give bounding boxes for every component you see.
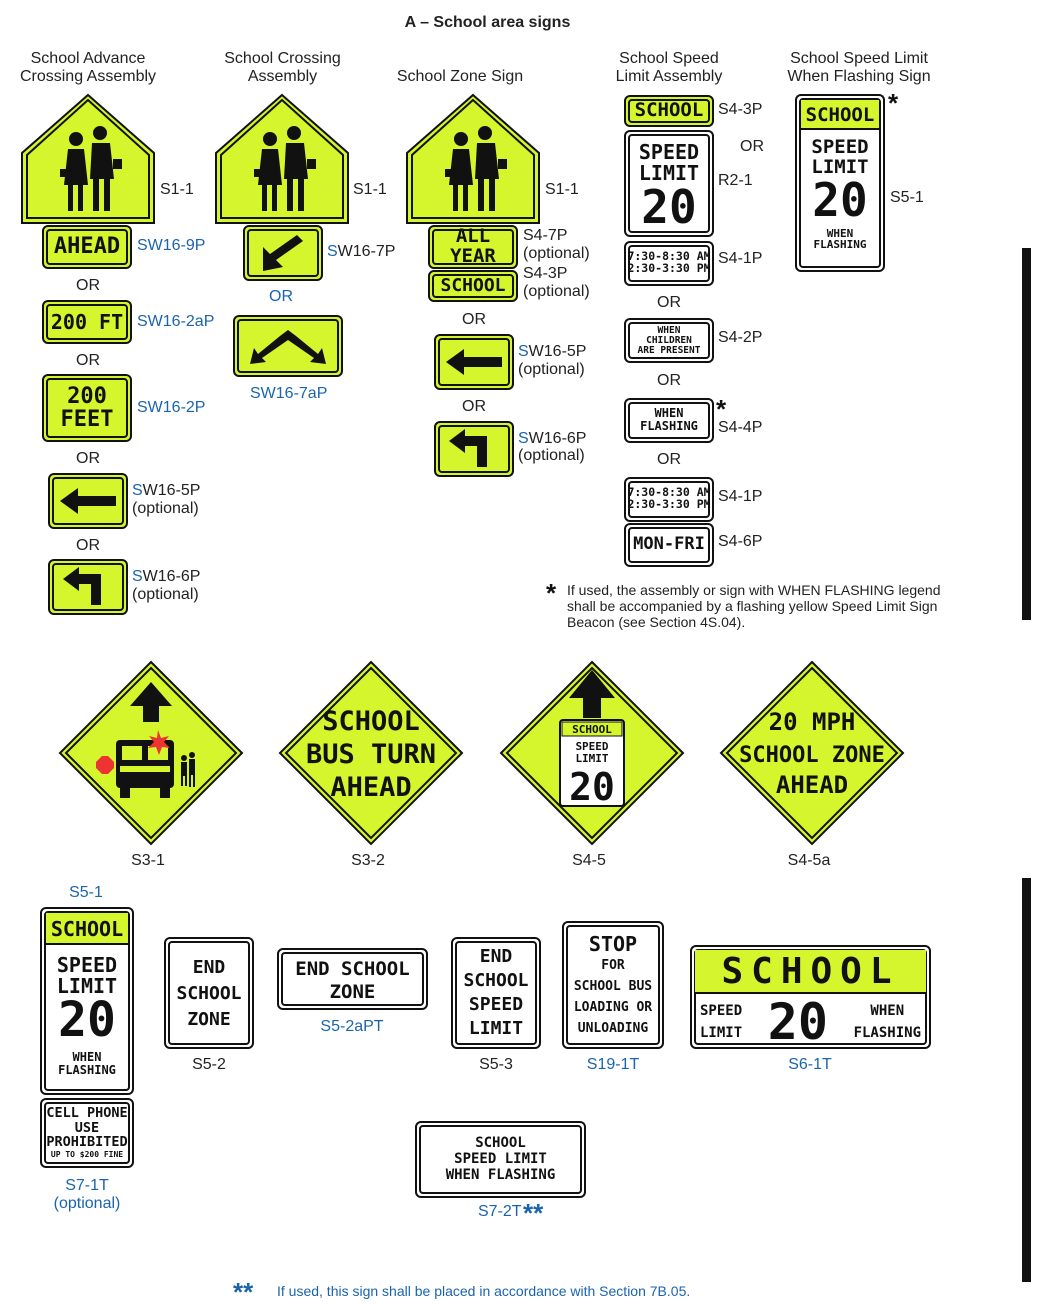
end-school-zone-sign: END SCHOOL ZONE bbox=[164, 937, 254, 1049]
ahead-plaque: AHEAD bbox=[42, 225, 132, 269]
all-year-plaque: ALL YEAR bbox=[428, 225, 518, 269]
school-speed-limit-when-flashing-plaque-s7-2t: SCHOOL SPEED LIMIT WHEN FLASHING bbox=[415, 1121, 586, 1198]
figure-title: A – School area signs bbox=[404, 14, 571, 31]
times-plaque-2: 7:30-8:30 AM 2:30-3:30 PM bbox=[624, 477, 714, 522]
mon-fri-plaque: MON-FRI bbox=[624, 523, 714, 567]
s4-5a-20-mph-school-zone-ahead-sign bbox=[719, 660, 905, 846]
code-s6-1t: S6-1T bbox=[788, 1056, 832, 1073]
code-s4-5: S4-5 bbox=[572, 852, 606, 869]
left-turn-arrow-icon bbox=[447, 429, 501, 469]
optional-label: (optional) bbox=[132, 500, 199, 517]
column-header-when-flashing: School Speed Limit When Flashing Sign bbox=[787, 50, 931, 85]
code-s7-1t: S7-1T bbox=[65, 1177, 109, 1194]
optional-label: (optional) bbox=[518, 361, 585, 378]
side-bar-bottom bbox=[1022, 878, 1031, 1282]
code-s19-1t: S19-1T bbox=[586, 1056, 640, 1073]
left-turn-arrow-icon bbox=[61, 567, 115, 607]
optional-label: (optional) bbox=[518, 447, 585, 464]
optional-label-blue: (optional) bbox=[53, 1195, 121, 1212]
svg-text:SCHOOL: SCHOOL bbox=[572, 723, 612, 736]
or-label: OR bbox=[462, 311, 486, 328]
stop-for-school-bus-sign: STOP FOR SCHOOL BUS LOADING OR UNLOADING bbox=[562, 921, 664, 1049]
code-s4-1p: S4-1P bbox=[718, 250, 763, 267]
svg-text:LIMIT: LIMIT bbox=[575, 752, 609, 765]
code-r2-1: R2-1 bbox=[718, 172, 753, 189]
sign-line-3: AHEAD bbox=[330, 772, 412, 803]
left-arrow-icon bbox=[58, 486, 118, 516]
code-s3-2: S3-2 bbox=[351, 852, 385, 869]
s3-1-school-bus-stop-ahead-sign bbox=[58, 660, 244, 846]
section-note: If used, this sign shall be placed in accordance with Section 7B.05. bbox=[277, 1283, 691, 1299]
code-sw16-2p: SW16-2P bbox=[137, 399, 206, 416]
or-label: OR bbox=[657, 451, 681, 468]
s4-5-school-speed-limit-ahead-sign bbox=[499, 660, 685, 846]
double-asterisk-icon: ** bbox=[233, 1277, 254, 1307]
code-s4-4p: S4-4P bbox=[718, 419, 763, 436]
code-s5-3: S5-3 bbox=[479, 1056, 513, 1073]
school-plaque-s4-3p: SCHOOL bbox=[624, 95, 714, 127]
double-diagonal-arrow-icon bbox=[246, 326, 330, 366]
code-s5-1: S5-1 bbox=[890, 189, 924, 206]
code-s5-2: S5-2 bbox=[192, 1056, 226, 1073]
code-s4-5a: S4-5a bbox=[787, 852, 831, 869]
cell-phone-prohibited-plaque: CELL PHONE USE PROHIBITED UP TO $200 FINE bbox=[40, 1098, 134, 1168]
code-s3-1: S3-1 bbox=[131, 852, 165, 869]
school-speed-limit-when-flashing-sign-bottom: SCHOOL SPEED LIMIT 20 WHEN FLASHING bbox=[40, 907, 134, 1095]
column-header-school-zone: School Zone Sign bbox=[396, 68, 524, 85]
when-flashing-plaque: WHEN FLASHING bbox=[624, 398, 714, 443]
school-speed-limit-20-when-flashing-sign-s6-1t: SCHOOL SPEED LIMIT 20 WHEN FLASHING bbox=[690, 945, 931, 1049]
200-ft-plaque: 200 FT bbox=[42, 300, 132, 344]
code-s4-6p: S4-6P bbox=[718, 533, 763, 550]
code-sw16-5p-col3: SW16-5P bbox=[518, 343, 587, 360]
or-label: OR bbox=[76, 450, 100, 467]
end-school-speed-limit-sign: END SCHOOL SPEED LIMIT bbox=[451, 937, 541, 1049]
end-school-zone-plaque: END SCHOOL ZONE bbox=[277, 948, 428, 1010]
code-sw16-6p-col1: SW16-6P bbox=[132, 568, 201, 585]
sign-line-1: SCHOOL bbox=[322, 706, 420, 737]
asterisk-icon: * bbox=[546, 578, 557, 608]
speed-limit-20-sign-r2-1: SPEED LIMIT 20 bbox=[624, 130, 714, 237]
asterisk-icon: * bbox=[716, 394, 727, 424]
or-label: OR bbox=[76, 537, 100, 554]
code-s4-2p: S4-2P bbox=[718, 329, 763, 346]
double-arrow-plaque bbox=[233, 315, 343, 377]
optional-label: (optional) bbox=[523, 245, 590, 262]
s1-1-pentagon-sign-3 bbox=[405, 93, 541, 225]
code-sw16-6p-col3: SW16-6P bbox=[518, 430, 587, 447]
turn-arrow-plaque bbox=[48, 559, 128, 615]
column-header-school-crossing: School Crossing Assembly bbox=[224, 50, 341, 85]
svg-text:20: 20 bbox=[569, 765, 615, 809]
or-label-blue: OR bbox=[269, 288, 293, 305]
left-arrow-plaque bbox=[48, 473, 128, 529]
or-label: OR bbox=[76, 352, 100, 369]
or-label: OR bbox=[657, 294, 681, 311]
asterisk-icon: * bbox=[888, 88, 899, 118]
code-s4-3p-col3: S4-3P bbox=[523, 265, 568, 282]
code-sw16-5p-col1: SW16-5P bbox=[132, 482, 201, 499]
code-s1-1-b: S1-1 bbox=[353, 181, 387, 198]
left-arrow-icon bbox=[444, 347, 504, 377]
code-s4-7p: S4-7P bbox=[523, 227, 568, 244]
svg-text:20 MPH: 20 MPH bbox=[768, 708, 856, 736]
svg-text:AHEAD: AHEAD bbox=[775, 771, 849, 799]
sign-line-2: BUS TURN bbox=[305, 739, 437, 770]
code-sw16-7ap: SW16-7aP bbox=[250, 385, 328, 402]
or-label: OR bbox=[76, 277, 100, 294]
svg-text:SPEED: SPEED bbox=[575, 740, 609, 753]
code-s1-1-a: S1-1 bbox=[160, 181, 194, 198]
200-feet-plaque: 200 FEET bbox=[42, 374, 132, 442]
optional-label: (optional) bbox=[523, 283, 590, 300]
school-plaque-col3: SCHOOL bbox=[428, 270, 518, 302]
code-s4-1p-2: S4-1P bbox=[718, 488, 763, 505]
school-speed-limit-when-flashing-sign-s5-1: SCHOOL SPEED LIMIT 20 WHEN FLASHING bbox=[795, 94, 885, 272]
diagonal-arrow-plaque bbox=[243, 225, 323, 281]
code-s5-2apt: S5-2aPT bbox=[320, 1018, 384, 1035]
side-bar-top bbox=[1022, 248, 1031, 620]
when-children-present-plaque: WHEN CHILDREN ARE PRESENT bbox=[624, 318, 714, 363]
code-s4-3p: S4-3P bbox=[718, 101, 763, 118]
or-label: OR bbox=[740, 138, 764, 155]
s3-2-school-bus-turn-ahead-sign bbox=[278, 660, 464, 846]
stop-sign-subtext: FOR SCHOOL BUS LOADING OR UNLOADING bbox=[573, 958, 653, 1036]
code-sw16-2ap: SW16-2aP bbox=[137, 313, 215, 330]
turn-arrow-plaque-col3 bbox=[434, 421, 514, 477]
optional-label: (optional) bbox=[132, 586, 199, 603]
code-sw16-7p: SW16-7P bbox=[327, 243, 396, 260]
times-plaque: 7:30-8:30 AM 2:30-3:30 PM bbox=[624, 241, 714, 286]
svg-text:SCHOOL ZONE: SCHOOL ZONE bbox=[739, 743, 885, 768]
s1-1-pentagon-sign-2 bbox=[214, 93, 350, 225]
diagonal-arrow-icon bbox=[261, 233, 305, 273]
or-label: OR bbox=[462, 398, 486, 415]
s1-1-pentagon-sign-1 bbox=[20, 93, 156, 225]
left-arrow-plaque-col3 bbox=[434, 334, 514, 390]
code-sw16-9p: SW16-9P bbox=[137, 237, 206, 254]
code-s1-1-c: S1-1 bbox=[545, 181, 579, 198]
code-s5-1-blue: S5-1 bbox=[69, 884, 103, 901]
double-asterisk-icon: ** bbox=[523, 1198, 544, 1228]
flashing-beacon-note: If used, the assembly or sign with WHEN FLASHING legend shall be accompanied by a flashing yellow Speed Limit Sign Beacon (see Section 4S.04). bbox=[567, 582, 941, 630]
or-label: OR bbox=[657, 372, 681, 389]
code-s7-2t: S7-2T bbox=[478, 1203, 522, 1220]
column-header-advance-crossing: School Advance Crossing Assembly bbox=[19, 50, 157, 85]
column-header-speed-limit-assembly: School Speed Limit Assembly bbox=[615, 50, 723, 85]
